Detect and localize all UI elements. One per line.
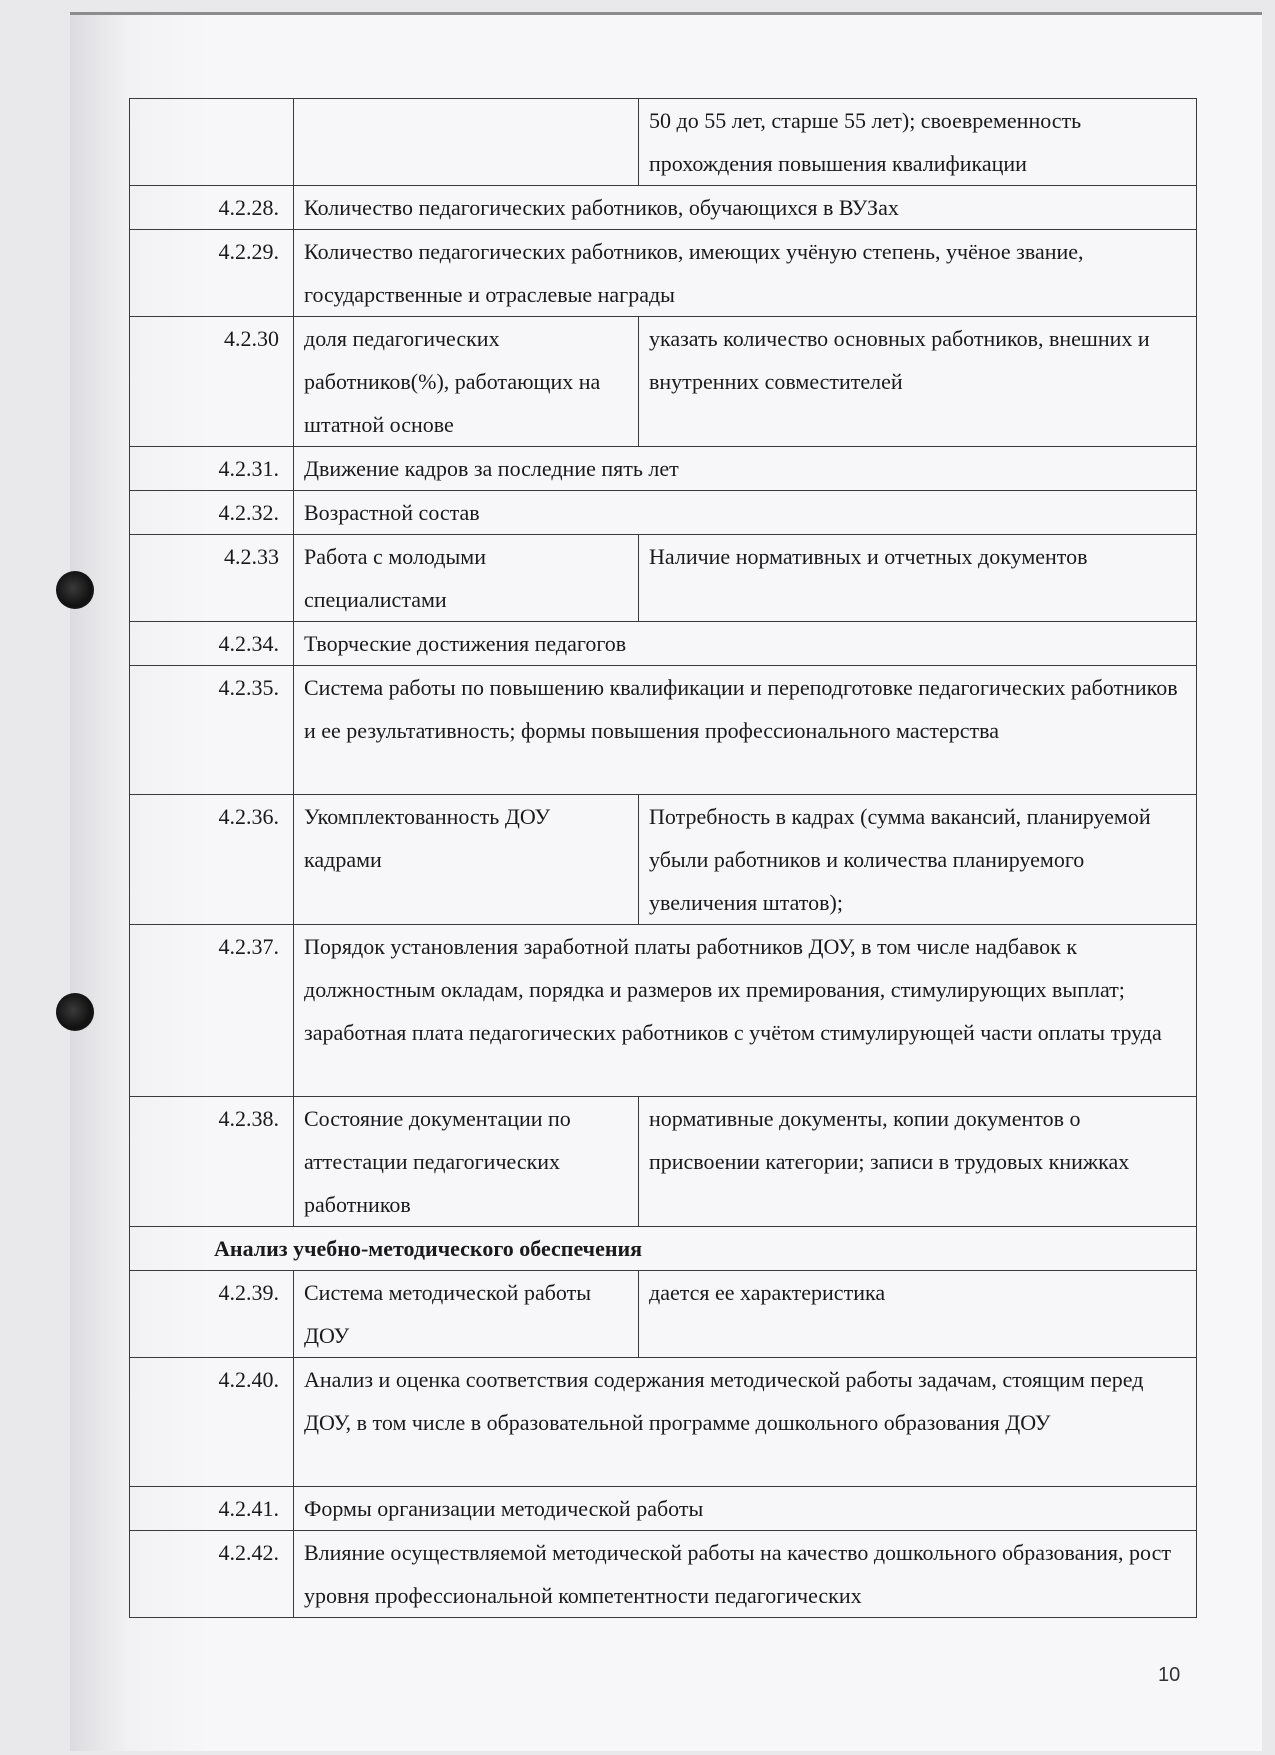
table-row	[130, 535, 1197, 622]
row-text: Возрастной состав	[294, 491, 1197, 535]
table-row	[130, 622, 1197, 666]
table-row	[130, 1271, 1197, 1358]
row-text: Порядок установления заработной платы работников ДОУ, в том числе надбавок к должностным окладам, порядка и размеров их премирования, стимулирующих выплат; заработная плата педагогических работников с учётом стимулирующей части оплаты труда	[294, 925, 1197, 1097]
row-item: Состояние документации по аттестации педагогических работников	[294, 1097, 639, 1227]
row-number: 4.2.31.	[130, 447, 294, 491]
section-header-row	[130, 1227, 1197, 1271]
table-row	[130, 1487, 1197, 1531]
row-number: 4.2.40.	[130, 1358, 294, 1487]
table-row	[130, 1097, 1197, 1227]
row-number: 4.2.29.	[130, 230, 294, 317]
table-row	[130, 230, 1197, 317]
row-number: 4.2.36.	[130, 795, 294, 925]
table-row	[130, 795, 1197, 925]
table-row	[130, 317, 1197, 447]
row-note: указать количество основных работников, внешних и внутренних совместителей	[639, 317, 1197, 447]
row-number: 4.2.30	[130, 317, 294, 447]
row-note: 50 до 55 лет, старше 55 лет); своевременность прохождения повышения квалификации	[639, 99, 1197, 186]
row-item	[294, 99, 639, 186]
row-number	[130, 99, 294, 186]
row-text: Творческие достижения педагогов	[294, 622, 1197, 666]
row-text: Количество педагогических работников, имеющих учёную степень, учёное звание, государственные и отраслевые награды	[294, 230, 1197, 317]
table-row	[130, 1358, 1197, 1487]
row-text: Влияние осуществляемой методической работы на качество дошкольного образования, рост уровня профессиональной компетентности педагогических	[294, 1531, 1197, 1618]
row-text: Формы организации методической работы	[294, 1487, 1197, 1531]
row-note: Наличие нормативных и отчетных документов	[639, 535, 1197, 622]
row-number: 4.2.32.	[130, 491, 294, 535]
document-table	[129, 98, 1197, 1618]
page-number: 10	[1158, 1664, 1181, 1686]
table-row	[130, 186, 1197, 230]
row-note: Потребность в кадрах (сумма вакансий, планируемой убыли работников и количества планируемого увеличения штатов);	[639, 795, 1197, 925]
table-row	[130, 447, 1197, 491]
row-item: Система методической работы ДОУ	[294, 1271, 639, 1358]
row-item: Работа с молодыми специалистами	[294, 535, 639, 622]
row-text: Количество педагогических работников, обучающихся в ВУЗах	[294, 186, 1197, 230]
row-item: доля педагогических работников(%), работающих на штатной основе	[294, 317, 639, 447]
row-number: 4.2.38.	[130, 1097, 294, 1227]
row-item: Укомплектованность ДОУ кадрами	[294, 795, 639, 925]
row-number: 4.2.37.	[130, 925, 294, 1097]
row-text: Система работы по повышению квалификации и переподготовке педагогических работников и ее результативность; формы повышения профессионального мастерства	[294, 666, 1197, 795]
row-number: 4.2.33	[130, 535, 294, 622]
table-row	[130, 99, 1197, 186]
row-number: 4.2.35.	[130, 666, 294, 795]
section-title: Анализ учебно-методического обеспечения	[130, 1227, 1197, 1271]
row-text: Анализ и оценка соответствия содержания методической работы задачам, стоящим перед ДОУ, в том числе в образовательной программе дошкольного образования ДОУ	[294, 1358, 1197, 1487]
table-row	[130, 666, 1197, 795]
row-number: 4.2.28.	[130, 186, 294, 230]
row-note: нормативные документы, копии документов о присвоении категории; записи в трудовых книжках	[639, 1097, 1197, 1227]
row-number: 4.2.39.	[130, 1271, 294, 1358]
binder-hole-top	[56, 571, 94, 609]
row-number: 4.2.41.	[130, 1487, 294, 1531]
row-note: дается ее характеристика	[639, 1271, 1197, 1358]
row-number: 4.2.34.	[130, 622, 294, 666]
row-number: 4.2.42.	[130, 1531, 294, 1618]
table-row	[130, 1531, 1197, 1618]
row-text: Движение кадров за последние пять лет	[294, 447, 1197, 491]
table-row	[130, 925, 1197, 1097]
binder-hole-bottom	[56, 993, 94, 1031]
table-row	[130, 491, 1197, 535]
